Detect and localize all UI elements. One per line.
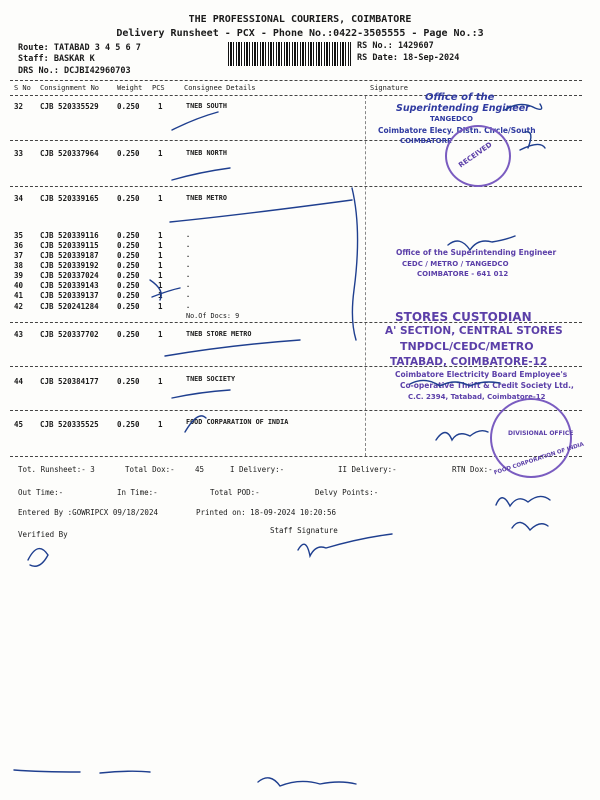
row-sno: 39 <box>14 271 24 280</box>
drs-number: DRS No.: DCJBI42960703 <box>18 66 131 76</box>
row-pcs: 1 <box>158 291 163 300</box>
row-pcs: 1 <box>158 102 163 111</box>
row-pcs: 1 <box>158 149 163 158</box>
tick-mark <box>172 112 218 130</box>
signature-scribble <box>496 496 550 506</box>
stamp-se-metro-l3: COIMBATORE - 641 012 <box>417 270 509 278</box>
stamp-se-south-l1: Office of the <box>425 92 495 103</box>
company-title: THE PROFESSIONAL COURIERS, COIMBATORE <box>188 14 412 25</box>
row-sno: 33 <box>14 149 24 158</box>
row-pcs: 1 <box>158 231 163 240</box>
row-sno: 40 <box>14 281 24 290</box>
stamp-stores-l2: A' SECTION, CENTRAL STORES <box>385 325 563 337</box>
row-consignee: . <box>186 281 191 289</box>
staff-label: Staff: BASKAR K <box>18 54 95 64</box>
row-weight: 0.250 <box>117 194 140 203</box>
fci-stamp-l1: FOOD CORPORATION OF INDIA <box>493 441 585 477</box>
row-pcs: 1 <box>158 377 163 386</box>
printed-on: Printed on: 18-09-2024 10:20:56 <box>196 508 336 517</box>
row-consignment: CJB 520339192 <box>40 261 99 270</box>
staff-signature-label: Staff Signature <box>270 526 338 535</box>
total-dox-value: 45 <box>195 465 205 474</box>
stamp-society-l2: Co-operative Thrift & Credit Society Ltd., <box>400 381 574 390</box>
row-consignment: CJB 520337702 <box>40 330 99 339</box>
stamp-se-south-l5: COIMBATORE <box>400 137 452 145</box>
row-pcs: 1 <box>158 302 163 311</box>
row-sno: 35 <box>14 231 24 240</box>
row-weight: 0.250 <box>117 281 140 290</box>
row-consignment: CJB 520335525 <box>40 420 99 429</box>
tick-mark <box>185 416 206 432</box>
stamp-society-l3: C.C. 2394, Tatabad, Coimbatore-12 <box>408 393 546 401</box>
row-pcs: 1 <box>158 271 163 280</box>
tick-mark <box>165 340 300 356</box>
bracket-mark <box>352 188 358 340</box>
row-consignee: TNEB METRO <box>186 194 227 202</box>
col-consignment: Consignment No <box>40 84 100 92</box>
staff-signature-scribble <box>298 534 392 556</box>
row-consignee: TNEB SOCIETY <box>186 375 236 383</box>
stamp-se-metro-l1: Office of the Superintending Engineer <box>396 248 557 257</box>
row-consignee: . <box>186 231 191 239</box>
received-stamp-label: RECEIVED <box>457 140 494 170</box>
stamp-society-l1: Coimbatore Electricity Board Employee's <box>395 370 568 379</box>
row-consignee: . <box>186 261 191 269</box>
bottom-faint-scribble <box>14 770 150 773</box>
stamp-se-south-l4: Coimbatore Elecy. Distn. Circle/South <box>378 126 536 135</box>
row-weight: 0.250 <box>117 420 140 429</box>
row-weight: 0.250 <box>117 231 140 240</box>
stamp-stores-l3: TNPDCL/CEDC/METRO <box>400 340 534 353</box>
row-consignment: CJB 520335529 <box>40 102 99 111</box>
signature-scribble <box>505 104 542 110</box>
rs-number: RS No.: 1429607 <box>357 41 434 51</box>
row-consignee: . <box>186 302 191 310</box>
row-sno: 38 <box>14 261 24 270</box>
row-pcs: 1 <box>158 420 163 429</box>
row-weight: 0.250 <box>117 261 140 270</box>
row-consignment: CJB 520337964 <box>40 149 99 158</box>
row-pcs: 1 <box>158 194 163 203</box>
rtn-dox: RTN Dox:- <box>452 465 493 474</box>
total-pod: Total POD:- <box>210 488 260 497</box>
out-time: Out Time:- <box>18 488 64 497</box>
total-runsheet: Tot. Runsheet:- 3 <box>18 465 95 474</box>
row-consignment: CJB 520339143 <box>40 281 99 290</box>
signature-scribble <box>448 236 515 250</box>
row-consignment: CJB 520339115 <box>40 241 99 250</box>
row-consignee: . <box>186 271 191 279</box>
no-of-docs: No.Of Docs: 9 <box>186 312 240 320</box>
col-weight: Weight <box>117 84 143 92</box>
tick-mark <box>150 280 180 300</box>
row-consignee: TNEB SOUTH <box>186 102 227 110</box>
row-consignee: . <box>186 291 191 299</box>
verified-by: Verified By <box>18 530 68 539</box>
signature-scribble <box>436 431 488 440</box>
stamp-se-south-l3: TANGEDCO <box>430 115 473 123</box>
row-pcs: 1 <box>158 251 163 260</box>
col-pcs: PCS <box>152 84 165 92</box>
row-consignee: TNEB STORE METRO <box>186 330 252 338</box>
row-weight: 0.250 <box>117 251 140 260</box>
row-pcs: 1 <box>158 261 163 270</box>
row-sno: 45 <box>14 420 24 429</box>
row-consignee: TNEB NORTH <box>186 149 227 157</box>
col-signature: Signature <box>370 84 408 92</box>
row-weight: 0.250 <box>117 271 140 280</box>
stamp-se-south-l2: Superintending Engineer <box>396 103 530 114</box>
row-weight: 0.250 <box>117 291 140 300</box>
row-consignment: CJB 520339116 <box>40 231 99 240</box>
row-pcs: 1 <box>158 330 163 339</box>
row-sno: 42 <box>14 302 24 311</box>
row-sno: 44 <box>14 377 24 386</box>
col-sno: S No <box>14 84 31 92</box>
signature-scribble <box>520 132 545 150</box>
row-consignee: . <box>186 251 191 259</box>
row-sno: 32 <box>14 102 24 111</box>
tick-mark <box>172 168 230 180</box>
stamp-stores-l4: TATABAD, COIMBATORE-12 <box>390 356 548 368</box>
stamp-stores-l1: STORES CUSTODIAN <box>395 310 532 324</box>
row-weight: 0.250 <box>117 102 140 111</box>
tick-mark <box>170 200 352 222</box>
row-pcs: 1 <box>158 241 163 250</box>
row-sno: 36 <box>14 241 24 250</box>
tick-mark <box>172 390 230 398</box>
row-sno: 37 <box>14 251 24 260</box>
entered-by: Entered By :GOWRIPCX 09/18/2024 <box>18 508 158 517</box>
runsheet-subtitle: Delivery Runsheet - PCX - Phone No.:0422-3505555 - Page No.:3 <box>116 28 484 39</box>
bottom-faint-scribble <box>258 778 356 786</box>
delvy-points: Delvy Points:- <box>315 488 379 497</box>
in-time: In Time:- <box>117 488 158 497</box>
col-consignee: Consignee Details <box>184 84 256 92</box>
signature-scribble <box>410 380 500 386</box>
row-sno: 34 <box>14 194 24 203</box>
row-consignee: FOOD CORPARATION OF INDIA <box>186 418 289 426</box>
row-consignment: CJB 520339187 <box>40 251 99 260</box>
row-weight: 0.250 <box>117 241 140 250</box>
row-consignment: CJB 520339165 <box>40 194 99 203</box>
row-consignee: . <box>186 241 191 249</box>
row-sno: 43 <box>14 330 24 339</box>
row-consignment: CJB 520337024 <box>40 271 99 280</box>
rs-date: RS Date: 18-Sep-2024 <box>357 53 460 63</box>
signature-scribble <box>512 522 548 530</box>
route-label: Route: TATABAD 3 4 5 6 7 <box>18 43 141 53</box>
row-weight: 0.250 <box>117 302 140 311</box>
i-delivery: I Delivery:- <box>230 465 285 474</box>
row-consignment: CJB 520241284 <box>40 302 99 311</box>
row-weight: 0.250 <box>117 377 140 386</box>
total-dox-label: Total Dox:- <box>125 465 175 474</box>
row-consignment: CJB 520339137 <box>40 291 99 300</box>
ii-delivery: II Delivery:- <box>338 465 397 474</box>
row-consignment: CJB 520384177 <box>40 377 99 386</box>
stamp-se-metro-l2: CEDC / METRO / TANGEDCO <box>402 260 509 268</box>
verifier-signature-scribble <box>28 549 48 567</box>
fci-stamp-l2: DIVISIONAL OFFICE <box>508 430 574 437</box>
row-weight: 0.250 <box>117 330 140 339</box>
row-pcs: 1 <box>158 281 163 290</box>
row-weight: 0.250 <box>117 149 140 158</box>
row-sno: 41 <box>14 291 24 300</box>
